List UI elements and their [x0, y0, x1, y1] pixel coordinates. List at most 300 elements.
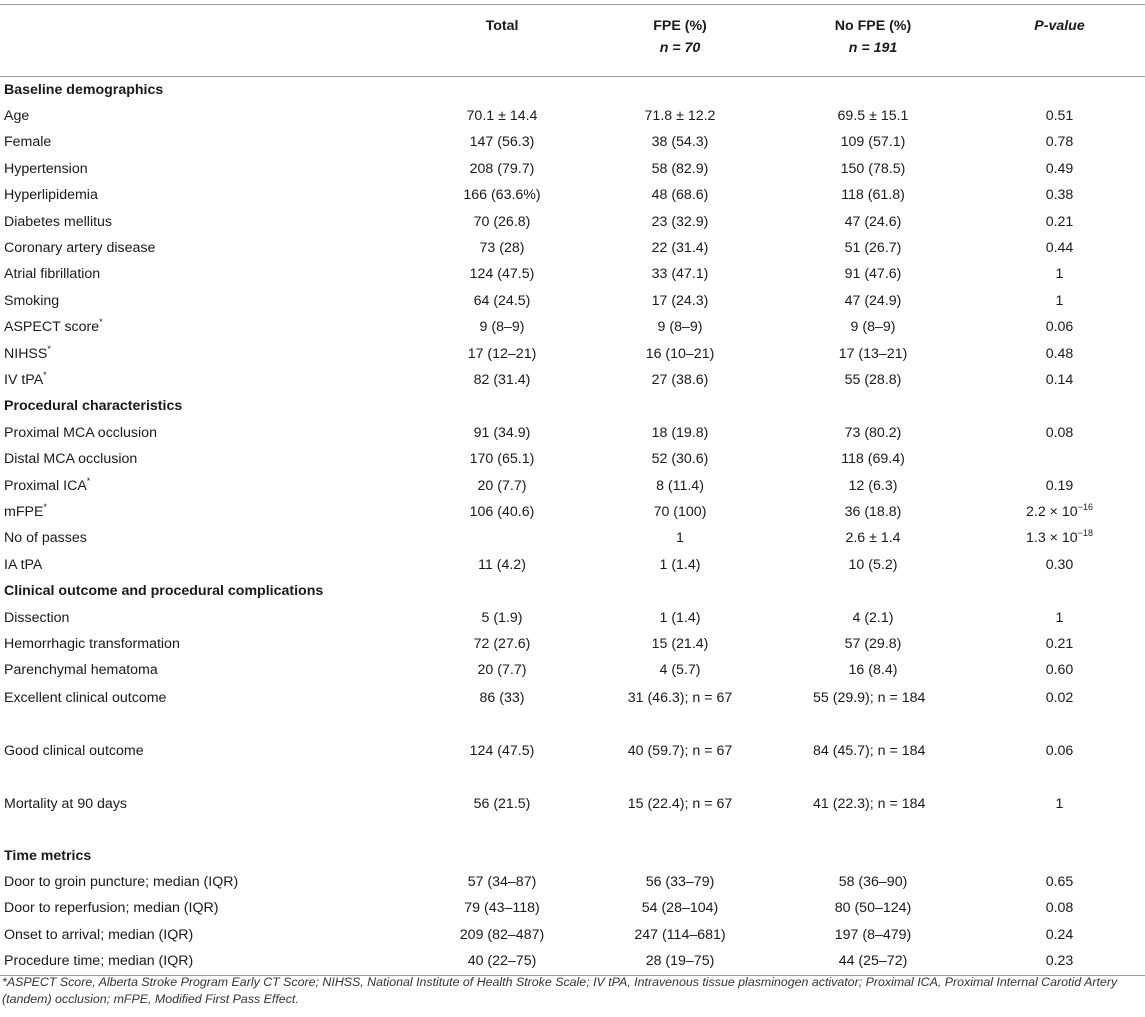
cell-total: [416, 526, 588, 552]
cell-fpe-text: 70 (100): [653, 503, 707, 520]
cell-p-value: [974, 288, 1145, 314]
section-time: Time metrics: [4, 847, 92, 864]
table-row: [0, 341, 1145, 367]
cell-fpe: [588, 631, 772, 657]
cell-no-fpe: [772, 631, 974, 657]
cell-total-text: 82 (31.4): [473, 371, 531, 388]
table-row: [0, 446, 1145, 472]
cell-total: [416, 262, 588, 288]
cell-no-fpe: [772, 552, 974, 578]
cell-no-fpe: [772, 183, 974, 209]
cell-fpe: [588, 499, 772, 525]
row-label-text: Door to reperfusion; median (IQR): [4, 900, 219, 917]
row-label: [0, 869, 416, 895]
section-outcome: Clinical outcome and procedural complications: [4, 583, 324, 600]
table-row: [0, 684, 1145, 737]
table-row: [0, 473, 1145, 499]
cell-p-value: [974, 684, 1145, 737]
cell-fpe-text: 15 (22.4); n = 67: [627, 795, 733, 812]
cell-no-fpe: [772, 790, 974, 843]
header-total: Total: [416, 5, 588, 77]
cell-p-value-base: 1.3 × 10: [1026, 530, 1078, 547]
footnote-asterisk: *: [43, 369, 47, 380]
cell-total-text: 91 (34.9): [473, 424, 531, 441]
cell-no-fpe-text: 41 (22.3); n = 184: [813, 795, 926, 812]
cell-total: [416, 869, 588, 895]
section-row: [0, 843, 1145, 869]
row-label-text: Hypertension: [4, 160, 88, 177]
cell-no-fpe: [772, 156, 974, 182]
cell-p-value: [974, 420, 1145, 446]
table-row: [0, 737, 1145, 790]
cell-p-value-text: 0.08: [1045, 900, 1074, 917]
row-label-text: Hemorrhagic transformation: [4, 635, 180, 652]
cell-total-text: 17 (12–21): [467, 345, 537, 362]
cell-no-fpe-text: 150 (78.5): [840, 160, 906, 177]
cell-p-value-text: 0.49: [1045, 160, 1074, 177]
cell-p-value-text: 0.19: [1045, 477, 1074, 494]
cell-total: [416, 183, 588, 209]
cell-total-text: 106 (40.6): [469, 503, 535, 520]
table-row: [0, 922, 1145, 948]
header-fpe-label: FPE (%): [653, 18, 707, 34]
cell-p-value-text: 0.02: [1045, 689, 1074, 706]
cell-p-value: [974, 737, 1145, 790]
cell-total: [416, 420, 588, 446]
cell-no-fpe: [772, 737, 974, 790]
cell-total: [416, 156, 588, 182]
cell-p-value: [974, 367, 1145, 393]
cell-p-value: [974, 631, 1145, 657]
row-label: [0, 183, 416, 209]
cell-no-fpe-text: 16 (8.4): [848, 662, 898, 679]
cell-p-value-text: 1: [1055, 266, 1064, 283]
cell-total: [416, 209, 588, 235]
cell-total: [416, 605, 588, 631]
footnote-asterisk: *: [86, 475, 91, 486]
cell-no-fpe: [772, 896, 974, 922]
cell-p-value-text: 0.65: [1045, 874, 1074, 891]
cell-p-value: [974, 790, 1145, 843]
row-label: [0, 499, 416, 525]
cell-fpe-text: 33 (47.1): [651, 266, 709, 283]
cell-no-fpe: [772, 367, 974, 393]
cell-total: [416, 103, 588, 129]
cell-fpe: [588, 790, 772, 843]
table-row: [0, 130, 1145, 156]
cell-p-value-text: 0.78: [1045, 134, 1074, 151]
cell-p-value: [974, 103, 1145, 129]
cell-fpe-text: 22 (31.4): [651, 240, 709, 257]
cell-p-value: [974, 473, 1145, 499]
cell-p-value-text: 0.51: [1045, 108, 1074, 125]
table-row: [0, 605, 1145, 631]
cell-no-fpe: [772, 262, 974, 288]
cell-p-value-text: 0.23: [1045, 953, 1074, 970]
cell-total: [416, 922, 588, 948]
row-label-text: Smoking: [4, 292, 60, 309]
table-row: [0, 315, 1145, 341]
header-empty: [0, 5, 416, 77]
table-row: [0, 262, 1145, 288]
table-row: [0, 103, 1145, 129]
footnote-asterisk: *: [47, 343, 51, 354]
cell-no-fpe-text: 58 (36–90): [838, 874, 908, 891]
cell-no-fpe-text: 4 (2.1): [852, 609, 894, 626]
cell-total-text: 56 (21.5): [473, 795, 531, 812]
cell-p-value-text: 0.21: [1045, 213, 1074, 230]
row-label-text: Door to groin puncture; median (IQR): [4, 874, 239, 891]
cell-fpe-text: 40 (59.7); n = 67: [627, 742, 733, 759]
cell-total-text: 166 (63.6%): [463, 187, 541, 204]
row-label: [0, 130, 416, 156]
row-label-text: Dissection: [4, 609, 70, 626]
cell-no-fpe: [772, 869, 974, 895]
cell-p-value-text: 0.06: [1045, 742, 1074, 759]
cell-fpe-text: 58 (82.9): [651, 160, 709, 177]
cell-fpe: [588, 922, 772, 948]
row-label-text: mFPE: [4, 503, 44, 520]
cell-p-value-text: 0.21: [1045, 635, 1074, 652]
table-footnote: *ASPECT Score, Alberta Stroke Program Early CT Score; NIHSS, National Institute of Health Stroke Scale; IV tPA, Intravenous tissue plasminogen activator; Proximal ICA, Proximal Internal Carotid Artery (tandem) occlusion; mFPE, Modified First Pass Effect.: [2, 975, 1118, 1006]
cell-total-text: 79 (43–118): [464, 900, 540, 917]
cell-no-fpe-text: 69.5 ± 15.1: [837, 108, 909, 125]
row-label: [0, 446, 416, 472]
row-label-text: Proximal ICA: [4, 477, 87, 494]
cell-no-fpe-text: 10 (5.2): [848, 556, 898, 573]
row-label-text: Onset to arrival; median (IQR): [4, 926, 194, 943]
row-label: [0, 896, 416, 922]
cell-no-fpe-text: 47 (24.6): [844, 213, 902, 230]
cell-no-fpe: [772, 949, 974, 976]
row-label-text: No of passes: [4, 530, 87, 547]
cell-fpe-text: 15 (21.4): [651, 635, 709, 652]
cell-total-text: 70.1 ± 14.4: [466, 108, 538, 125]
section-row: [0, 77, 1145, 104]
cell-no-fpe-text: 44 (25–72): [838, 953, 908, 970]
table-row: [0, 526, 1145, 552]
cell-p-value-text: 0.30: [1045, 556, 1074, 573]
cell-p-value: [974, 209, 1145, 235]
cell-fpe-text: 247 (114–681): [634, 926, 726, 943]
cell-fpe: [588, 130, 772, 156]
row-label: [0, 949, 416, 976]
cell-fpe: [588, 262, 772, 288]
row-label: [0, 922, 416, 948]
row-label-text: Mortality at 90 days: [4, 795, 128, 812]
cell-fpe: [588, 367, 772, 393]
cell-no-fpe-text: 2.6 ± 1.4: [845, 530, 901, 547]
table-row: [0, 869, 1145, 895]
table-row: [0, 420, 1145, 446]
cell-no-fpe: [772, 499, 974, 525]
cell-fpe-text: 38 (54.3): [651, 134, 709, 151]
row-label: [0, 103, 416, 129]
cell-no-fpe: [772, 288, 974, 314]
cell-p-value-text: 1: [1055, 609, 1064, 626]
cell-fpe-text: 1: [676, 530, 684, 547]
cell-p-value-text: 0.44: [1045, 240, 1074, 257]
table-row: [0, 658, 1145, 684]
table-row: [0, 209, 1145, 235]
cell-total-text: 40 (22–75): [467, 953, 537, 970]
row-label-text: Procedure time; median (IQR): [4, 953, 194, 970]
cell-total: [416, 790, 588, 843]
row-label: [0, 341, 416, 367]
row-label: [0, 658, 416, 684]
cell-total: [416, 552, 588, 578]
cell-fpe: [588, 103, 772, 129]
cell-fpe: [588, 235, 772, 261]
cell-p-value: [974, 869, 1145, 895]
cell-no-fpe: [772, 130, 974, 156]
cell-no-fpe: [772, 605, 974, 631]
cell-total-text: 72 (27.6): [473, 635, 531, 652]
cell-no-fpe: [772, 209, 974, 235]
cell-fpe: [588, 183, 772, 209]
cell-total-text: 208 (79.7): [469, 160, 535, 177]
row-label: [0, 235, 416, 261]
table-row: [0, 949, 1145, 976]
cell-no-fpe-text: 109 (57.1): [840, 134, 906, 151]
cell-fpe-text: 17 (24.3): [651, 292, 709, 309]
cell-no-fpe-text: 91 (47.6): [844, 266, 902, 283]
cell-fpe: [588, 420, 772, 446]
row-label: [0, 790, 416, 843]
cell-no-fpe-text: 80 (50–124): [834, 900, 912, 917]
cell-no-fpe: [772, 315, 974, 341]
cell-total-text: 64 (24.5): [473, 292, 531, 309]
row-label: [0, 288, 416, 314]
cell-fpe-text: 48 (68.6): [651, 187, 709, 204]
row-label-text: Diabetes mellitus: [4, 213, 113, 230]
cell-no-fpe-text: 57 (29.8): [844, 635, 902, 652]
cell-no-fpe-text: 84 (45.7); n = 184: [813, 742, 926, 759]
row-label-text: IA tPA: [4, 556, 43, 573]
cell-total: [416, 684, 588, 737]
row-label-text: Good clinical outcome: [4, 742, 144, 759]
table-header-row: [0, 5, 1145, 77]
row-label: [0, 631, 416, 657]
cell-total: [416, 949, 588, 976]
cell-p-value-text: 1: [1055, 292, 1064, 309]
cell-p-value-base: 2.2 × 10: [1026, 503, 1078, 520]
cell-no-fpe-text: 118 (69.4): [841, 451, 905, 468]
cell-total: [416, 499, 588, 525]
cell-fpe: [588, 526, 772, 552]
cell-p-value: [974, 499, 1145, 525]
cell-total-text: 73 (28): [479, 240, 525, 257]
cell-no-fpe: [772, 103, 974, 129]
cell-fpe-text: 71.8 ± 12.2: [644, 108, 716, 125]
cell-fpe: [588, 737, 772, 790]
row-label: [0, 526, 416, 552]
cell-no-fpe-text: 17 (13–21): [838, 345, 908, 362]
cell-p-value-text: 0.60: [1045, 662, 1074, 679]
cell-total: [416, 130, 588, 156]
cell-total: [416, 446, 588, 472]
results-table: [0, 4, 1145, 976]
row-label-text: Age: [4, 108, 30, 125]
row-label: [0, 684, 416, 737]
cell-total: [416, 288, 588, 314]
row-label: [0, 156, 416, 182]
cell-fpe-text: 54 (28–104): [641, 900, 719, 917]
cell-fpe: [588, 684, 772, 737]
row-label: [0, 262, 416, 288]
cell-no-fpe: [772, 658, 974, 684]
cell-fpe: [588, 341, 772, 367]
cell-p-value: [974, 526, 1145, 552]
cell-fpe: [588, 473, 772, 499]
row-label: [0, 737, 416, 790]
header-no-fpe-n: n = 191: [848, 40, 898, 56]
cell-total-text: 70 (26.8): [473, 213, 531, 230]
cell-p-value: [974, 605, 1145, 631]
cell-no-fpe-text: 12 (6.3): [848, 477, 898, 494]
cell-total: [416, 341, 588, 367]
cell-p-value-exponent: −16: [1077, 501, 1093, 512]
cell-fpe-text: 31 (46.3); n = 67: [627, 689, 733, 706]
header-p-value: P-value: [974, 5, 1145, 77]
table-row: [0, 896, 1145, 922]
cell-p-value-text: 0.48: [1045, 345, 1074, 362]
header-fpe-n: n = 70: [659, 40, 701, 56]
cell-total-text: 170 (65.1): [469, 451, 535, 468]
cell-fpe-text: 16 (10–21): [645, 345, 715, 362]
cell-fpe: [588, 605, 772, 631]
row-label: [0, 209, 416, 235]
section-baseline: Baseline demographics: [4, 81, 164, 98]
cell-p-value-text: 0.06: [1045, 319, 1074, 336]
cell-total: [416, 631, 588, 657]
cell-fpe-text: 27 (38.6): [651, 371, 709, 388]
cell-no-fpe-text: 55 (29.9); n = 184: [813, 689, 926, 706]
row-label-text: Coronary artery disease: [4, 240, 156, 257]
cell-total-text: 124 (47.5): [469, 266, 535, 283]
cell-no-fpe-text: 55 (28.8): [844, 371, 902, 388]
cell-p-value: [974, 922, 1145, 948]
row-label-text: ASPECT score: [4, 319, 100, 336]
cell-no-fpe: [772, 235, 974, 261]
cell-total-text: 20 (7.7): [477, 662, 527, 679]
cell-no-fpe-text: 197 (8–479): [834, 926, 912, 943]
cell-no-fpe: [772, 446, 974, 472]
table-row: [0, 790, 1145, 843]
table-row: [0, 288, 1145, 314]
cell-p-value: [974, 130, 1145, 156]
row-label-text: Proximal MCA occlusion: [4, 424, 157, 441]
cell-p-value: [974, 552, 1145, 578]
table-row: [0, 552, 1145, 578]
row-label: [0, 367, 416, 393]
cell-total-text: 124 (47.5): [469, 742, 535, 759]
cell-fpe-text: 18 (19.8): [651, 424, 709, 441]
cell-p-value-text: 0.38: [1045, 187, 1074, 204]
cell-total: [416, 315, 588, 341]
cell-p-value: [974, 949, 1145, 976]
cell-fpe: [588, 896, 772, 922]
cell-total-text: 5 (1.9): [481, 609, 523, 626]
cell-total-text: 57 (34–87): [467, 874, 537, 891]
row-label-text: Distal MCA occlusion: [4, 451, 138, 468]
table-row: [0, 183, 1145, 209]
cell-p-value: [974, 315, 1145, 341]
table-body: [0, 77, 1145, 976]
row-label: [0, 605, 416, 631]
cell-fpe-text: 8 (11.4): [656, 477, 704, 494]
cell-p-value: [974, 235, 1145, 261]
row-label: [0, 420, 416, 446]
cell-no-fpe: [772, 341, 974, 367]
cell-no-fpe: [772, 526, 974, 552]
cell-fpe: [588, 658, 772, 684]
cell-total: [416, 235, 588, 261]
cell-p-value: [974, 156, 1145, 182]
row-label-text: Hyperlipidemia: [4, 187, 98, 204]
table-row: [0, 631, 1145, 657]
header-fpe: [588, 5, 772, 77]
cell-fpe-text: 1 (1.4): [659, 556, 701, 573]
cell-fpe-text: 28 (19–75): [645, 953, 715, 970]
row-label-text: Parenchymal hematoma: [4, 662, 158, 679]
cell-fpe: [588, 446, 772, 472]
cell-total-text: 20 (7.7): [477, 477, 527, 494]
cell-fpe: [588, 869, 772, 895]
cell-no-fpe: [772, 684, 974, 737]
row-label: [0, 315, 416, 341]
section-row: [0, 394, 1145, 420]
footnote-asterisk: *: [43, 501, 47, 512]
cell-p-value: [974, 183, 1145, 209]
cell-fpe: [588, 288, 772, 314]
cell-total: [416, 658, 588, 684]
cell-total: [416, 367, 588, 393]
cell-fpe-text: 56 (33–79): [645, 874, 715, 891]
row-label-text: Female: [4, 134, 52, 151]
section-procedural: Procedural characteristics: [4, 398, 183, 415]
cell-no-fpe: [772, 473, 974, 499]
row-label: [0, 552, 416, 578]
cell-no-fpe-text: 118 (61.8): [841, 187, 905, 204]
cell-no-fpe-text: 36 (18.8): [844, 503, 902, 520]
cell-fpe-text: 23 (32.9): [651, 213, 709, 230]
cell-total: [416, 896, 588, 922]
table-row: [0, 156, 1145, 182]
cell-fpe: [588, 949, 772, 976]
cell-fpe-text: 9 (8–9): [657, 319, 703, 336]
row-label-text: Excellent clinical outcome: [4, 689, 167, 706]
cell-total: [416, 737, 588, 790]
cell-p-value: [974, 262, 1145, 288]
header-no-fpe-label: No FPE (%): [834, 18, 912, 34]
cell-total-text: 209 (82–487): [459, 926, 545, 943]
cell-fpe: [588, 156, 772, 182]
table-row: [0, 367, 1145, 393]
cell-no-fpe-text: 73 (80.2): [844, 424, 902, 441]
cell-fpe: [588, 552, 772, 578]
cell-p-value: [974, 446, 1145, 472]
cell-p-value-text: 0.14: [1045, 371, 1074, 388]
header-no-fpe: [772, 5, 974, 77]
cell-total: [416, 473, 588, 499]
cell-total-text: 147 (56.3): [469, 134, 535, 151]
cell-p-value: [974, 896, 1145, 922]
section-row: [0, 578, 1145, 604]
cell-no-fpe: [772, 922, 974, 948]
row-label-text: NIHSS: [4, 345, 48, 362]
cell-total-text: 86 (33): [479, 689, 525, 706]
